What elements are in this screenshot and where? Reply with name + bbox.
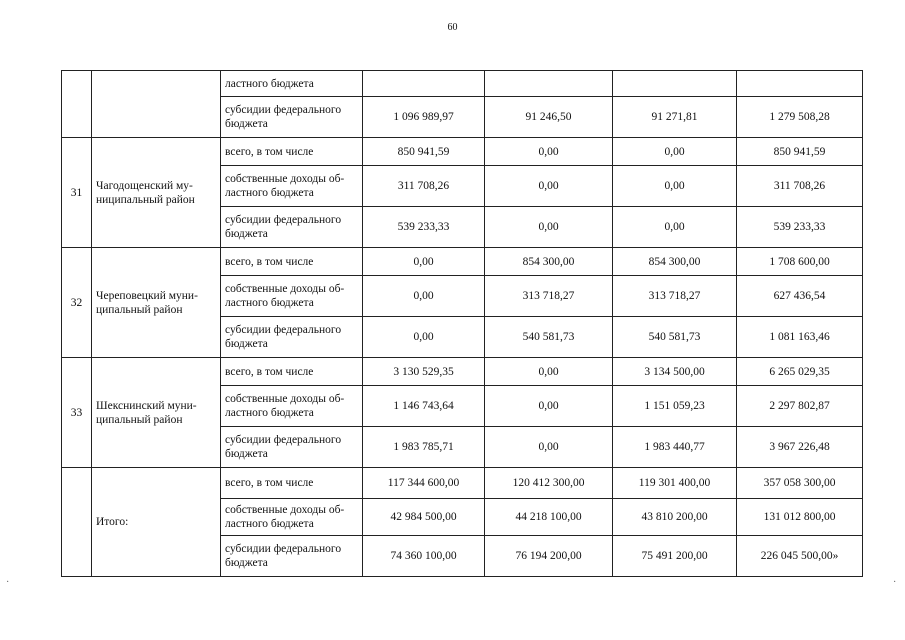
- value-cell: 850 941,59: [363, 138, 485, 166]
- funding-type-cell: собственные доходы об-ластного бюджета: [221, 166, 363, 207]
- value-cell: 627 436,54: [737, 276, 863, 317]
- table-row: [62, 138, 863, 166]
- funding-type-cell: всего, в том числе: [221, 358, 363, 386]
- value-cell: 0,00: [485, 166, 613, 207]
- value-cell: 854 300,00: [485, 248, 613, 276]
- value-cell: 1 151 059,23: [613, 386, 737, 427]
- table-row: [62, 248, 863, 276]
- value-cell: 311 708,26: [363, 166, 485, 207]
- table-row: [62, 468, 863, 499]
- row-number-cell: 31: [62, 138, 92, 248]
- value-cell: [363, 71, 485, 97]
- value-cell: 0,00: [485, 138, 613, 166]
- funding-type-cell: всего, в том числе: [221, 468, 363, 499]
- row-number-cell: [62, 468, 92, 577]
- page-number: 60: [447, 22, 458, 33]
- value-cell: 1 279 508,28: [737, 97, 863, 138]
- value-cell: 44 218 100,00: [485, 499, 613, 536]
- value-cell: 120 412 300,00: [485, 468, 613, 499]
- value-cell: 91 246,50: [485, 97, 613, 138]
- total-label-cell: Итого:: [92, 468, 221, 577]
- scan-speck: ·: [893, 577, 897, 588]
- value-cell: 313 718,27: [613, 276, 737, 317]
- value-cell: 0,00: [485, 358, 613, 386]
- value-cell: 91 271,81: [613, 97, 737, 138]
- value-cell: 1 708 600,00: [737, 248, 863, 276]
- value-cell: 3 134 500,00: [613, 358, 737, 386]
- value-cell: 0,00: [485, 386, 613, 427]
- value-cell: 1 081 163,46: [737, 317, 863, 358]
- value-cell: 311 708,26: [737, 166, 863, 207]
- value-cell: 6 265 029,35: [737, 358, 863, 386]
- value-cell: [613, 71, 737, 97]
- budget-table: [61, 70, 863, 577]
- value-cell: 0,00: [363, 248, 485, 276]
- value-cell: 76 194 200,00: [485, 536, 613, 577]
- value-cell: [737, 71, 863, 97]
- value-cell: 1 983 440,77: [613, 427, 737, 468]
- value-cell: 1 146 743,64: [363, 386, 485, 427]
- value-cell: 313 718,27: [485, 276, 613, 317]
- funding-type-cell: субсидии федерального бюджета: [221, 317, 363, 358]
- value-cell: 0,00: [485, 427, 613, 468]
- funding-type-cell: субсидии федерального бюджета: [221, 427, 363, 468]
- value-cell: 854 300,00: [613, 248, 737, 276]
- district-name-cell: [92, 71, 221, 138]
- value-cell: 3 130 529,35: [363, 358, 485, 386]
- value-cell: 42 984 500,00: [363, 499, 485, 536]
- funding-type-cell: собственные доходы об-ластного бюджета: [221, 499, 363, 536]
- value-cell: 0,00: [613, 138, 737, 166]
- value-cell: 43 810 200,00: [613, 499, 737, 536]
- value-cell: 3 967 226,48: [737, 427, 863, 468]
- funding-type-cell: собственные доходы об-ластного бюджета: [221, 386, 363, 427]
- value-cell: 357 058 300,00: [737, 468, 863, 499]
- funding-type-cell: всего, в том числе: [221, 138, 363, 166]
- table-row: [62, 71, 863, 97]
- value-cell: [485, 71, 613, 97]
- value-cell: 2 297 802,87: [737, 386, 863, 427]
- district-name-cell: Череповецкий муни-ципальный район: [92, 248, 221, 358]
- funding-type-cell: всего, в том числе: [221, 248, 363, 276]
- district-name-cell: Чагодощенский му-ниципальный район: [92, 138, 221, 248]
- value-cell: 0,00: [613, 166, 737, 207]
- value-cell: 226 045 500,00»: [737, 536, 863, 577]
- funding-type-cell: субсидии федерального бюджета: [221, 536, 363, 577]
- district-name-cell: Шекснинский муни-ципальный район: [92, 358, 221, 468]
- value-cell: 1 983 785,71: [363, 427, 485, 468]
- value-cell: 540 581,73: [485, 317, 613, 358]
- value-cell: 117 344 600,00: [363, 468, 485, 499]
- value-cell: 0,00: [485, 207, 613, 248]
- funding-type-cell: субсидии федерального бюджета: [221, 97, 363, 138]
- value-cell: 850 941,59: [737, 138, 863, 166]
- value-cell: 75 491 200,00: [613, 536, 737, 577]
- scan-speck: ·: [6, 577, 10, 588]
- value-cell: 540 581,73: [613, 317, 737, 358]
- value-cell: 119 301 400,00: [613, 468, 737, 499]
- value-cell: 0,00: [613, 207, 737, 248]
- funding-type-cell: собственные доходы об-ластного бюджета: [221, 276, 363, 317]
- row-number-cell: [62, 71, 92, 138]
- value-cell: 0,00: [363, 317, 485, 358]
- value-cell: 539 233,33: [737, 207, 863, 248]
- row-number-cell: 33: [62, 358, 92, 468]
- row-number-cell: 32: [62, 248, 92, 358]
- table-row: [62, 358, 863, 386]
- value-cell: 1 096 989,97: [363, 97, 485, 138]
- value-cell: 0,00: [363, 276, 485, 317]
- funding-type-cell: субсидии федерального бюджета: [221, 207, 363, 248]
- value-cell: 539 233,33: [363, 207, 485, 248]
- value-cell: 131 012 800,00: [737, 499, 863, 536]
- funding-type-cell: ластного бюджета: [221, 71, 363, 97]
- value-cell: 74 360 100,00: [363, 536, 485, 577]
